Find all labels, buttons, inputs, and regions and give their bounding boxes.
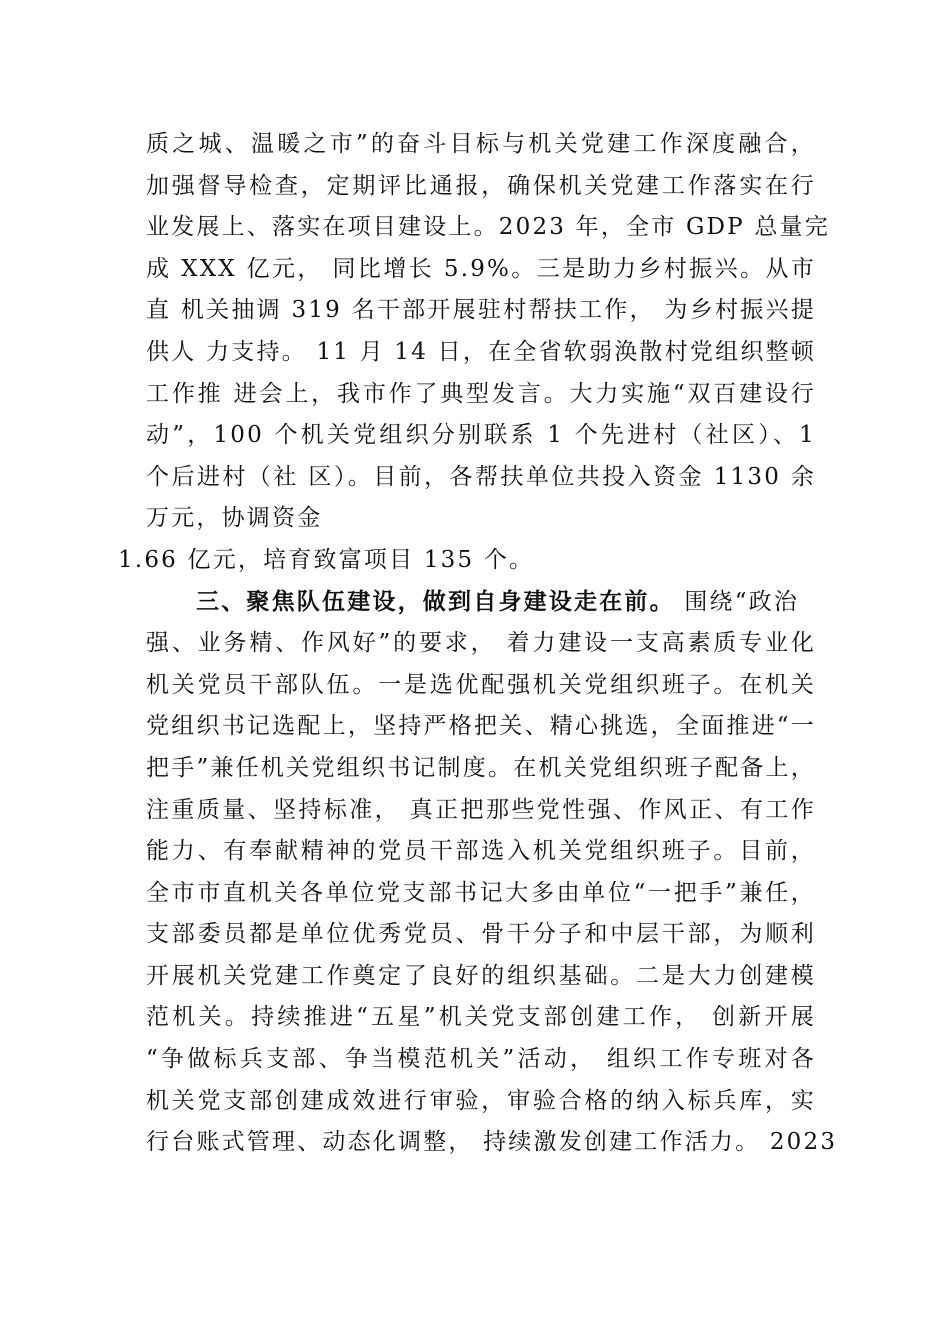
body-text-line: 工作推 进会上，我市作了典型发言。大力实施“双百建设行 (146, 380, 816, 407)
body-text-line: 机关党员干部队伍。一是选优配强机关党组织班子。在机关 (146, 671, 816, 698)
body-text-line: 行台账式管理、动态化调整， 持续激发创建工作活力。 2023 (146, 1129, 838, 1156)
body-text-line: 成 XXX 亿元， 同比增长 5.9%。三是助力乡村振兴。从市 (146, 255, 816, 282)
body-text-line: 动”，100 个机关党组织分别联系 1 个先进村（社区）、1 (146, 422, 816, 449)
body-text-line: “争做标兵支部、争当模范机关”活动， 组织工作专班对各 (146, 1046, 816, 1073)
body-text-line: 个后进村（社 区）。目前，各帮扶单位共投入资金 1130 余 (146, 463, 816, 490)
body-text-line: 开展机关党建工作奠定了良好的组织基础。二是大力创建模 (146, 962, 816, 989)
body-text-line: 党组织书记选配上，坚持严格把关、精心挑选，全面推进“一 (146, 713, 816, 740)
section-3-first-line (146, 582, 816, 624)
body-text-line: 加强督导检查，定期评比通报，确保机关党建工作落实在行 (146, 172, 816, 199)
body-text-line: 支部委员都是单位优秀党员、骨干分子和中层干部，为顺利 (146, 921, 816, 948)
body-text-line: 范机关。持续推进“五星”机关党支部创建工作， 创新开展 (146, 1004, 816, 1031)
body-text-line: 全市市直机关各单位党支部书记大多由单位“一把手”兼任， (146, 879, 816, 906)
body-text-line: 能力、有奉献精神的党员干部选入机关党组织班子。目前， (146, 838, 816, 865)
body-text-line: 万元，协调资金 (146, 505, 323, 532)
body-text-line: 质之城、温暖之市”的奋斗目标与机关党建工作深度融合， (146, 131, 816, 157)
body-text-line: 强、业务精、作风好”的要求， 着力建设一支高素质专业化 (146, 630, 816, 657)
body-text-line: 把手”兼任机关党组织书记制度。在机关党组织班子配备上， (146, 754, 816, 781)
body-text-line: 直 机关抽调 319 名干部开展驻村帮扶工作， 为乡村振兴提 (146, 297, 816, 324)
document-body (118, 124, 838, 1164)
body-text-line: 1.66 亿元，培育致富项目 135 个。 (118, 546, 535, 573)
body-text-line: 业发展上、落实在项目建设上。2023 年，全市 GDP 总量完 (146, 214, 830, 241)
section-3-text: 围绕“政治 (674, 588, 800, 615)
body-text-line: 注重质量、坚持标准， 真正把那些党性强、作风正、有工作 (146, 796, 816, 823)
body-text-line: 供人 力支持。 11 月 14 日，在全省软弱涣散村党组织整顿 (146, 338, 816, 365)
section-heading: 三、聚焦队伍建设，做到自身建设走在前。 (196, 588, 675, 615)
body-text-line: 机关党支部创建成效进行审验，审验合格的纳入标兵库，实 (146, 1087, 816, 1114)
